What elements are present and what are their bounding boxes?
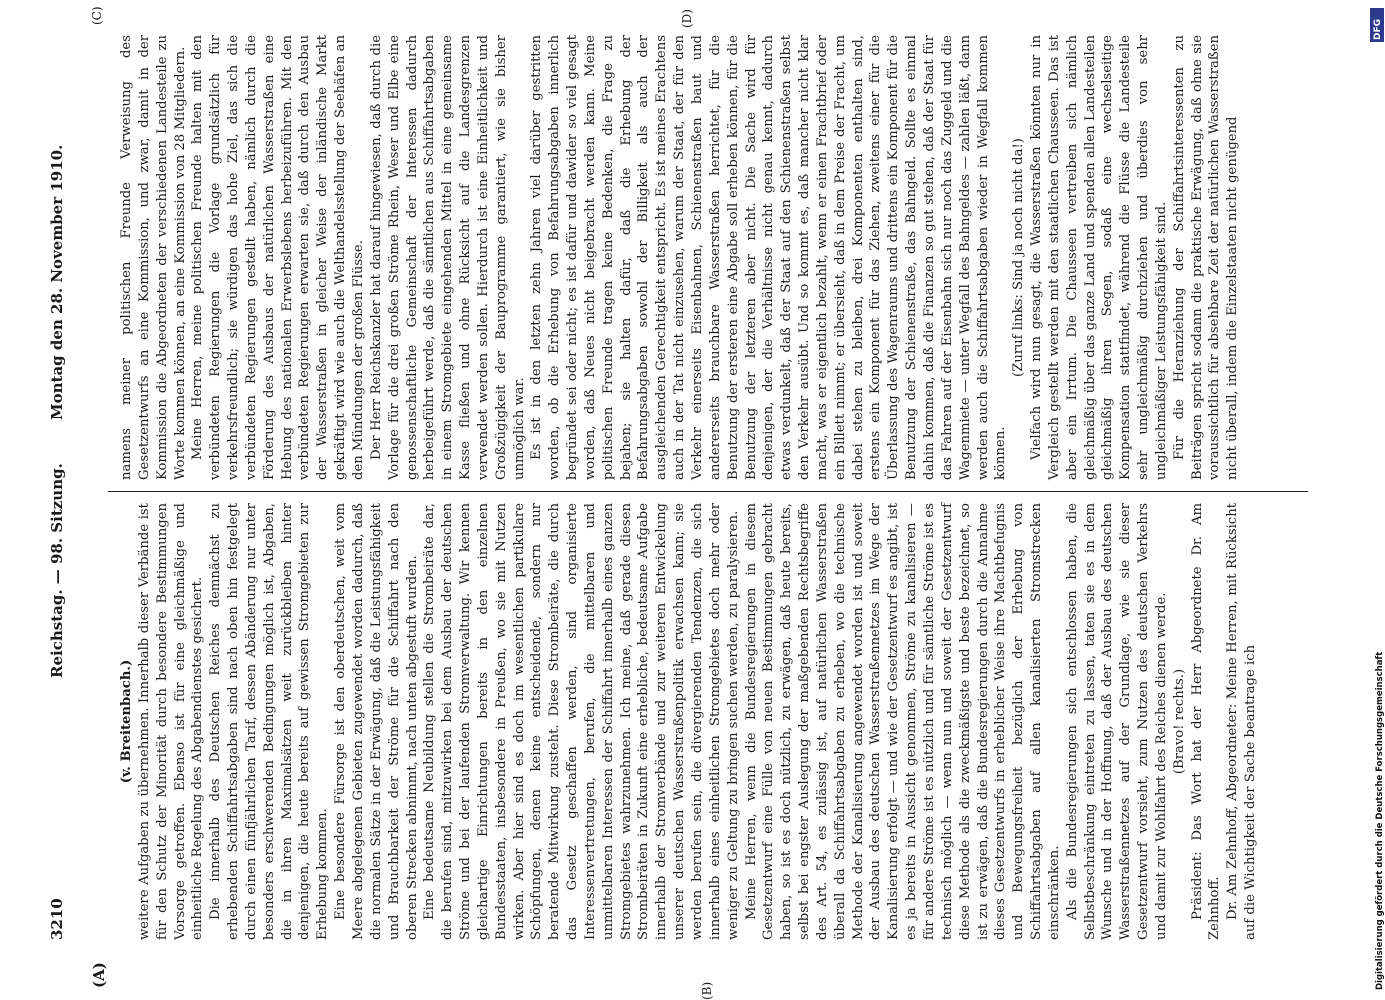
paragraph: Die innerhalb des Deutschen Reiches demnächst zu erhebenden Schiffahrtsabgaben sind nach oben hin festgelegt durch einen fünfjährlichen Tarif, dessen Abänderung nur unter besonders erschwerenden Bedingungen möglich ist, Abgaben, die in ihren Maximalsätzen weit zurückbleiben hinter denjenigen, die heute bereits auf gewissen Stromgebieten zur Erhebung kommen. — [208, 503, 331, 940]
speaker-tag: (v. Breitenbach.) — [119, 659, 134, 784]
applause-note: (Bravo! rechts.) — [1171, 668, 1187, 775]
paragraph: Meine Herren, wenn die Bundesregierungen in diesem Gesetzentwurf eine Fülle von neuen Bestimmungen gebracht haben, so ist es doch nützlich, zu erwägen, daß heute bereits, selbst bei engster Auslegung der maßgebenden Rechtsbegriffe des Art. 54, es zulässig ist, auf natürlichen Wasserstraßen überall da Schiffahrtsabgaben zu erheben, wo die technische Methode der Kanalisierung angewendet worden ist und soweit der Ausbau des deutschen Wasserstraßennetzes im Wege der Kanalisierung erfolgt — und wie der Gesetzentwurf es angibt, ist es ja bereits in Aussicht genommen, Ströme zu kanalisieren — für andere Ströme ist es nützlich und für sämtliche Ströme ist es technisch möglich — wenn nun und soweit der Gesetzentwurf diese Methode als die zweckmäßigste und beste bezeichnet, so ist zu erwägen, daß die Bundesregierungen durch die Annahme dieses Gesetzentwurfs in erheblicher Weise ihre Machtbefugnis und Bewegungsfreiheit bezüglich der Erhebung von Schiffahrtsabgaben auf allen kanalisierten Stromstrecken einschränken. — [743, 503, 1062, 940]
column-divider — [108, 491, 1308, 492]
text-column-left — [118, 503, 1298, 940]
paragraph: Als die Bundesregierungen sich entschlossen haben, die Selbstbeschränkung eintreten zu lassen, taten sie es in dem Wunsche und in der Hoffnung, daß der Ausbau des deutschen Wasserstraßennetzes auf der Grundlage, wie sie dieser Gesetzentwurf vorsieht, zum Nutzen des deutschen Verkehrs und damit zur Wohlfahrt des Reiches dienen werde. — [1064, 503, 1169, 940]
session-date: Montag den 28. November 1910. — [48, 144, 66, 420]
paragraph: Vielfach wird nun gesagt, die Wasserstraßen könnten nur in Vergleich gestellt werden mit den staatlichen Chausseen. Das ist aber ein Irrtum. Die Chausseen vertreiben sich nämlich gleichmäßig über das ganze Land und spenden allen Landesteilen gleichmäßig ihren Segen, sodaß eine wechselseitige Kompensation stattfindet, während die Flüsse die Landesteile sehr ungleichmäßig durchziehen und überdies von sehr ungleichmäßiger Leistungsfähigkeit sind. — [1029, 35, 1169, 480]
paragraph: Für die Heranziehung der Schiffahrtsinteressenten zu Beiträgen spricht sodann die praktische Erwägung, daß ohne sie voraussichtlich für absehbare Zeit der natürlichen Wasserstraßen nicht überall, indem die Einzelstaaten nicht genügend — [1171, 35, 1241, 480]
page-number: 3210 — [48, 898, 66, 940]
paragraph: weitere Aufgaben zu übernehmen. Innerhalb dieser Verbände ist für den Schutz der Minorität durch besondere Bestimmungen Vorsorge getroffen. Ebenso ist für eine gleichmäßige und einheitliche Regelung des Abgabendienstes gesichert. — [136, 503, 206, 940]
digitization-note: Digitalisierung gefördert durch die Deutsche Forschungsgemeinschaft — [1375, 651, 1385, 990]
paragraph: Meine Herren, meine politischen Freunde halten mit den verbündeten Regierungen die Vorlage grundsätzlich für verkehrsfreundlich; sie würdigen das hohe Ziel, das sich die verbündeten Regierungen gestellt haben, nämlich durch die Förderung des Ausbaus der natürlichen Wasserstraßen eine Hebung des nationalen Erwerbslebens herbeizuführen. Mit den verbündeten Regierungen erwarten sie, daß durch den Ausbau der Wasserstraßen in gleicher Weise der inländische Markt gekräftigt wird wie auch die Welthandelsstellung der Seehäfen an den Mündungen der großen Flüsse. — [190, 35, 366, 480]
dfg-label: DFG — [1373, 18, 1383, 40]
text-column-right — [118, 35, 1298, 480]
paragraph: Es ist in den letzten zehn Jahren viel darüber gestritten worden, ob die Erhebung von Befahrungsabgaben innerlich begründet sei oder nicht; es ist dafür und dawider so viel gesagt worden, daß Neues nicht beigebracht werden kann. Meine politischen Freunde tragen keine Bedenken, die Frage zu bejahen; sie halten dafür, daß die Erhebung der Befahrungsabgaben sowohl der Billigkeit als auch der ausgleichenden Gerechtigkeit entspricht. Es ist meines Erachtens auch in der Tat nicht einzusehen, warum der Staat, der für den Verkehr einerseits Eisenbahnen, Schienenstraßen baut und andererseits brauchbare Wasserstraßen herrichtet, für die Benutzung der ersteren eine Abgabe soll erheben können, für die Benutzung der letzteren aber nicht. Die Sache wird für denjenigen, der die Verhältnisse nicht genau kennt, dadurch etwas verdunkelt, daß der Staat auf den Schienenstraßen selbst den Verkehr ausübt. Und so kommt es, daß mancher nicht klar macht, was er eigentlich bezahlt, wenn er einen Frachtbrief oder ein Billett nimmt; er übersieht, daß in dem Preise der Fracht, um dabei stehen zu bleiben, drei Komponenten enthalten sind, erstens ein Komponent für das Ziehen, zweitens einer für die Überlassung des Wagenraums und drittens ein Komponent für die Benutzung der Schienenstraße, das Bahngeld. Sollte es einmal dahin kommen, daß die Finanzen so gut stehen, daß der Staat für das Fahren auf der Eisenbahn sich nur noch das Zuggeld und die Wagenmiete — unter Wegfall des Bahngeldes — zahlen läßt, dann werden auch die Schiffahrtsabgaben wieder in Wegfall kommen können. — [529, 35, 1009, 480]
interjection: (Zuruf links: Sind ja noch nicht da!) — [1011, 138, 1027, 377]
paragraph: Der Herr Reichskanzler hat darauf hingewiesen, daß durch die Vorlage für die drei großen Ströme Rhein, Weser und Elbe eine genossenschaftliche Gemeinschaft der Interessen dadurch herbeigeführt werde, daß die sämtlichen aus Schiffahrtsabgaben in einem Stromgebiete eingehenden Mittel in eine gemeinsame Kasse fließen und ohne Rücksicht auf die Landesgrenzen verwendet werden sollen. Hierdurch ist eine Einheitlichkeit und Großzügigkeit der Bauprogramme garantiert, wie sie bisher unmöglich war. — [368, 35, 527, 480]
paragraph: namens meiner politischen Freunde Verweisung des Gesetzentwurfs an eine Kommission, und zwar, damit in der Kommission die Abgeordneten der verschiedenen Landesteile zu Worte kommen können, an eine Kommission von 28 Mitgliedern. — [119, 35, 188, 480]
page-header — [38, 35, 78, 940]
margin-marker-b: (B) — [700, 981, 714, 1000]
margin-marker-c: (C) — [90, 6, 104, 25]
paragraph: Eine besondere Fürsorge ist den oberdeutschen, weit vom Meere abgelegenen Gebieten zugewendet worden dadurch, daß die normalen Sätze in der Erwägung, daß die Leistungsfähigkeit und Brauchbarkeit der Ströme für die Schiffahrt nach den oberen Strecken abnimmt, nach unten abgestuft wurden. — [333, 503, 420, 940]
president-statement: Präsident: Das Wort hat der Herr Abgeordnete Dr. Am Zehnhoff. — [1189, 503, 1223, 940]
margin-marker-a: (A) — [90, 962, 108, 988]
speaker-statement: Dr. Am Zehnhoff, Abgeordneter: Meine Herren, mit Rücksicht auf die Wichtigkeit der Sache beantrage ich — [1225, 503, 1259, 940]
paragraph: Eine bedeutsame Neubildung stellen die Strombeiräte dar, die berufen sind, mitzuwirken bei dem Ausbau der deutschen Ströme und bei der laufenden Stromverwaltung. Wir kennen gleichartige Einrichtungen bereits in den einzelnen Bundesstaaten, insbesondere in Preußen, wo sie mit Nutzen wirken. Aber hier sind es doch im wesentlichen partikulare Schöpfungen, denen keine entscheidende, sondern nur beratende Mitwirkung zusteht. Diese Strombeiräte, die durch das Gesetz geschaffen werden, sind organisierte Interessenvertretungen, berufen, die mittelbaren und unmittelbaren Interessen der Schiffahrt innerhalb eines ganzen Stromgebietes wahrzunehmen. Ich meine, daß gerade diesen Strombeiräten in Zukunft eine erhebliche, bedeutsame Aufgabe innerhalb der Stromverbände und zur weiteren Entwickelung unserer deutschen Wasserstraßenpolitik erwachsen kann; sie werden berufen sein, die divergierenden Tendenzen, die sich innerhalb eines einheitlichen Stromgebietes doch mehr oder weniger zu Geltung zu bringen suchen werden, zu paralysieren. — [422, 503, 741, 940]
margin-marker-d: (D) — [680, 9, 694, 28]
session-title: Reichstag. — 98. Sitzung. — [48, 463, 66, 678]
